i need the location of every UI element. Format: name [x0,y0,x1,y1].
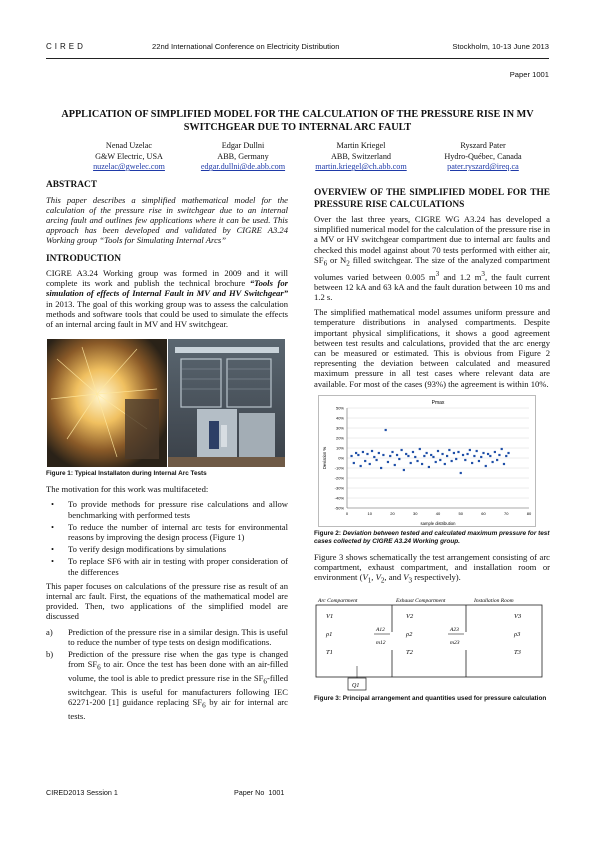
rho3-label: ρ3 [514,631,521,639]
t3-label: T3 [514,649,521,657]
author-name: Ryszard Pater [460,141,506,150]
arc-compartment-label: Arc Compartment [318,598,358,605]
data-point [444,463,446,465]
data-point [462,454,464,456]
data-point [460,472,462,474]
data-point [398,458,400,460]
x-tick-label: 50 [458,510,463,516]
list-item: • To replace SF6 with air in testing with proper consideration of the differences [46,556,288,576]
overview-paragraph-1: Over the last three years, CIGRE WG A3.24 has developed a simplified numerical model for the calculation of the pressure rise in a MV or HV switchgear compartment due to internal arc faults and checked this model against about 70 tests performed with either air, $SF_6$ or $N_2$ filled switchgear. The size of the analyzed compartment volumes varied between 0.005 $m^3$ and 1.2 $m^3$, the fault current between 12 kA and 63 kA and the fault duration between 10 ms and 1.2 s. [314,214,550,302]
vent1-area-label: A12 [376,627,385,634]
data-point [385,429,387,431]
data-point [501,448,503,450]
data-point [387,461,389,463]
data-point [469,449,471,451]
data-point [369,463,371,465]
data-point [378,452,380,454]
author-email[interactable]: edgar.dullni@de.abb.com [200,162,286,172]
x-tick-label: 80 [526,510,532,516]
list-item: • To verify design modifications by simulations [46,544,288,554]
data-point [362,451,364,453]
t1-label: T1 [326,649,333,657]
figure-3-intro: Figure 3 shows schematically the test arrangement consisting of arc compartment, exhaust compartment, and installation room or environment ($V_1$, $V_2$, and $V_3$ respectively). [314,551,550,585]
right-column [314,188,550,709]
rho1-label: ρ1 [326,631,333,639]
data-point [473,455,475,457]
chart-title: Pmax [431,399,445,406]
heat-source-label: Q1 [352,683,360,690]
data-point [373,456,375,458]
t2-label: T2 [406,649,413,657]
figure-3-caption: Figure 3: Principal arrangement and quantities used for pressure calculation [314,695,547,703]
overview-paragraph-2: The simplified mathematical model assumes uniform pressure and temperature distributions in analysed compartments. Despite important physical simplifications, it shows a good agreement between test results and calculations, provided that the arc energy can be measured or estimated. This is obvious from Figure 2 representing the deviation between calculated and measured maximum pressure in all test cases where relevant data are available. For most of the cases (93%) the agreement is within 10%. [314,307,550,389]
data-point [416,460,418,462]
running-header [46,42,549,56]
y-tick-label: -50% [334,505,344,511]
data-point [471,462,473,464]
y-tick-label: -30% [334,485,344,491]
data-point [428,466,430,468]
list-item: • To provide methods for pressure rise calculations and allow benchmarking with performed tests [46,499,288,519]
data-point [448,449,450,451]
deviation-scatter-chart [319,396,537,528]
data-point [478,460,480,462]
list-item: a) Prediction of the pressure rise in a similar design. This is useful to reduce the number of type tests on design modifications. [46,626,288,647]
figure-1-caption: Figure 1: Typical Installaton during Internal Arc Tests [46,470,207,478]
vent2-area-label: A23 [450,627,459,634]
x-axis-label: sample distribution [420,520,456,526]
data-point [426,452,428,454]
author-name: Martin Kriegel [336,141,386,150]
data-point [439,459,441,461]
list-item: b) Prediction of the pressure rise when the gas type is changed from $SF_6$ to air. Once the test has been done with an air-filled volume, the tool is able to predict pressure rise in the $SF_6$-filled switchgear. This is useful for manufacturers following IEC 62271-200 [1] guidance replacing $SF_6$ by air for internal arc tests. [46,649,288,722]
data-point [496,459,498,461]
abstract-text: This paper describes a simplified mathematical model for the calculation of the pressure rise in switchgear due to an internal arcing fault and outlines few applications where it can be used. This approach has been developed and validated by CIGRE A3.24 Working group “Tools for Simulating Internal Arcs” [46,194,288,246]
author-name: Edgar Dullni [221,141,265,150]
data-point [494,451,496,453]
data-point [446,455,448,457]
y-tick-label: -10% [334,465,344,471]
focus-paragraph: This paper focuses on calculations of the pressure rise as result of an internal arc fault. First, the equations of the mathematical model are provided. Then, two applications of the simplified model are discussed [46,580,288,622]
data-point [430,454,432,456]
y-axis-label: Deviation % [322,446,327,470]
data-point [407,455,409,457]
y-tick-label: 30% [335,425,344,431]
intro-paragraph: CIGRE A3.24 Working group was formed in 2009 and it will complete its work and publish the technical brochure “Tools for simulation of effects of Internal Fault in MV and HV Switchgear” in 2013. The goal of this working group was to assess the calculation methods and software tools that could be used to simulate the effects of an internal arcing fault in MV and HV switchgear. [46,268,289,330]
data-point [380,467,382,469]
data-point [371,450,373,452]
rho2-label: ρ2 [406,631,413,639]
author-4 [418,141,548,173]
data-point [353,462,355,464]
y-tick-label: 50% [335,405,344,411]
applications-list [46,627,288,722]
figure-2-chart [318,395,536,527]
motivation-text: The motivation for this work was multifaceted: [46,484,209,495]
data-point [364,460,366,462]
org-name: CIRED [46,42,86,51]
vent2-flow-label: m23 [450,640,460,647]
author-org: G&W Electric, USA [95,151,163,161]
data-point [482,452,484,454]
x-tick-label: 30 [413,510,418,516]
data-point [403,469,405,471]
data-point [401,449,403,451]
y-tick-label: 40% [335,415,344,421]
author-org: ABB, Germany [217,151,269,161]
author-3 [296,141,426,173]
author-email[interactable]: nuzelac@gwelec.com [93,162,165,172]
figure-2-caption: Figure 2: Deviation between tested and calculated maximum pressure for test cases collected by CIGRE A3.24 Working group. [314,529,550,545]
left-column [46,180,288,725]
v3-label: V3 [514,613,522,621]
data-point [457,451,459,453]
data-point [437,450,439,452]
data-point [421,463,423,465]
data-point [414,456,416,458]
data-point [466,453,468,455]
header-rule [46,58,549,59]
data-point [366,453,368,455]
data-point [476,450,478,452]
data-point [464,459,466,461]
footer-paper-no: Paper No 1001 [234,788,285,797]
data-point [498,454,500,456]
data-point [487,453,489,455]
author-org: Hydro-Québec, Canada [444,151,522,161]
data-point [355,452,357,454]
intro-heading: INTRODUCTION [46,253,122,264]
data-point [357,454,359,456]
x-tick-label: 10 [367,510,372,516]
data-point [423,455,425,457]
y-tick-label: -40% [334,495,344,501]
data-point [489,455,491,457]
data-point [396,454,398,456]
author-1 [64,141,194,173]
x-tick-label: 70 [504,510,509,516]
data-point [441,453,443,455]
data-point [451,460,453,462]
data-point [375,459,377,461]
data-point [360,465,362,467]
data-point [412,451,414,453]
author-email[interactable]: martin.kriegel@ch.abb.com [315,162,407,172]
paper-title: APPLICATION OF SIMPLIFIED MODEL FOR THE CALCULATION OF THE PRESSURE RISE IN MV SWITCHGEAR DUE TO INTERNAL ARC FAULT [61,109,534,133]
data-point [505,455,507,457]
overview-heading: OVERVIEW OF THE SIMPLIFIED MODEL FOR THE PRESSURE RISE CALCULATIONS [314,188,550,210]
y-tick-label: 0% [338,455,344,461]
data-point [405,453,407,455]
installation-room-label: Installation Room [474,598,514,605]
x-tick-label: 60 [481,510,486,516]
conference-name: 22nd International Conference on Electricity Distribution [152,42,340,51]
x-tick-label: 40 [435,510,441,516]
paper-number: Paper 1001 [509,70,549,79]
x-tick-label: 0 [345,510,349,516]
data-point [455,458,457,460]
list-item: • To reduce the number of internal arc tests for environmental reasons by improving the design process (Figure 1) [46,522,288,542]
data-point [382,454,384,456]
figure-3-diagram [314,594,544,692]
y-tick-label: 10% [335,445,344,451]
data-point [503,463,505,465]
author-org: ABB, Switzerland [330,151,392,161]
place-date: Stockholm, 10-13 June 2013 [452,42,549,51]
exhaust-compartment-label: Exhaust Compartment [396,598,446,605]
author-2 [178,141,308,173]
data-point [480,456,482,458]
data-point [391,451,393,453]
data-point [507,452,509,454]
data-point [394,464,396,466]
v2-label: V2 [406,613,414,621]
figure-1-photo [47,339,285,467]
author-name: Nenad Uzelac [105,141,153,150]
v1-label: V1 [326,613,334,621]
abstract-heading: ABSTRACT [46,180,98,190]
data-point [453,452,455,454]
y-tick-label: 20% [335,435,344,441]
data-point [410,462,412,464]
data-point [485,465,487,467]
data-point [492,461,494,463]
author-email[interactable]: pater.ryszard@ireq.ca [447,162,519,172]
vent1-flow-label: m12 [376,640,386,647]
data-point [389,455,391,457]
x-tick-label: 20 [390,510,395,516]
data-point [350,455,352,457]
y-tick-label: -20% [334,475,344,481]
motivation-list [46,499,288,576]
footer-session: CIRED2013 Session 1 [46,788,118,797]
data-point [435,461,437,463]
data-point [432,456,434,458]
data-point [419,448,421,450]
